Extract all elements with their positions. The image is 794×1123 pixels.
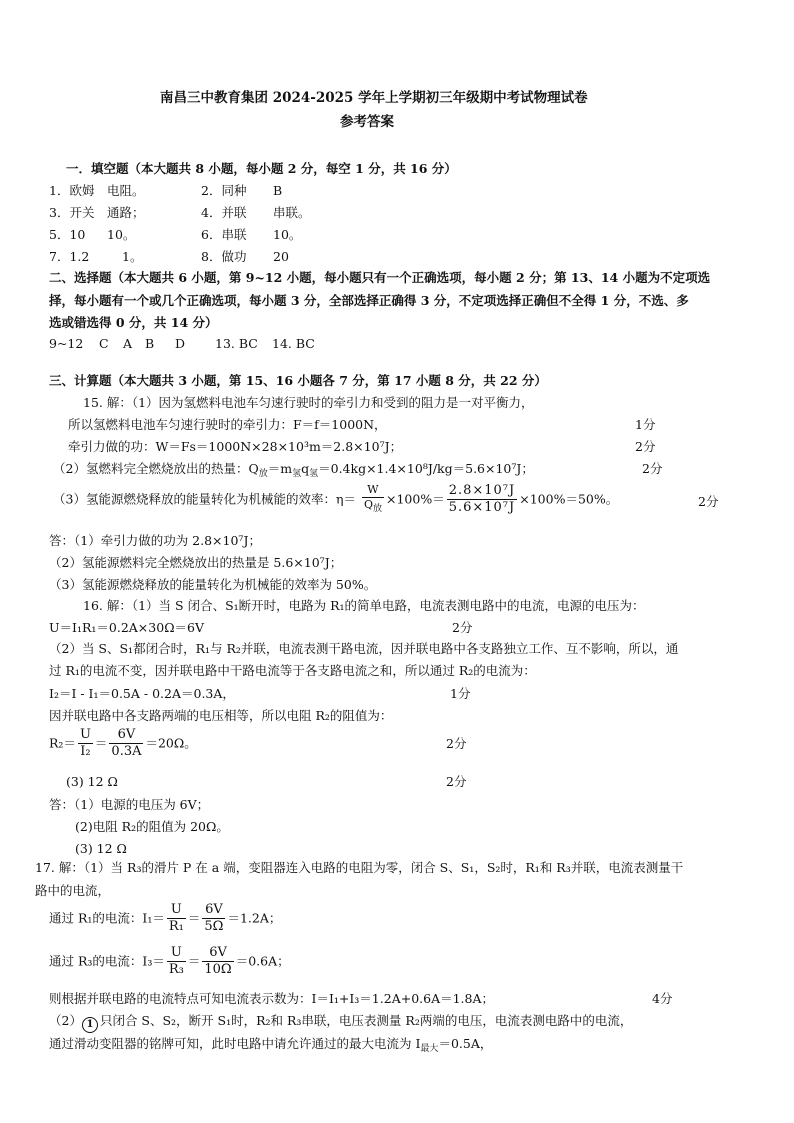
text: Q	[363, 498, 373, 512]
score: 2分	[698, 494, 719, 509]
fraction	[109, 728, 143, 760]
answer-cell: A	[123, 336, 133, 351]
score: 2分	[452, 620, 473, 635]
answer-cell: B	[273, 183, 283, 198]
score: 4分	[652, 991, 673, 1006]
q15-answer: （2）氢能源燃料完全燃烧放出的热量是 5.6×10⁷J；	[49, 555, 343, 570]
fraction	[202, 946, 233, 978]
subscript: 放	[372, 504, 382, 515]
section1-heading: 一．填空题（本大题共 8 小题，每小题 2 分，每空 1 分，共 16 分）	[66, 161, 457, 176]
text: 通过滑动变阻器的铭牌可知，此时电路中请允许通过的最大电流为 I	[49, 1036, 421, 1051]
denominator: 5Ω	[204, 919, 224, 935]
numerator: U	[78, 728, 93, 744]
score: 1分	[450, 686, 471, 701]
score: 2分	[642, 461, 663, 476]
answer-cell: B	[145, 336, 155, 351]
numerator: W	[362, 484, 384, 498]
q15-line	[53, 463, 534, 479]
q17-line	[49, 1015, 632, 1033]
answer-cell: 1．欧姆	[49, 183, 95, 198]
subscript: 氢	[292, 469, 302, 479]
q16-answer: (3) 12 Ω	[75, 841, 127, 856]
fraction	[167, 903, 186, 935]
circled-number: 1	[82, 1017, 98, 1033]
q16-line: (3) 12 Ω	[66, 774, 118, 789]
score: 1分	[635, 417, 656, 432]
denominator: 0.3A	[111, 744, 142, 760]
text: ＝20Ω。	[145, 735, 197, 751]
subscript: 放	[258, 469, 268, 479]
q16-line: U＝I₁R₁＝0.2A×30Ω＝6V	[49, 620, 205, 635]
q15-answer: 答：（1）牵引力做的功为 2.8×10⁷J；	[49, 533, 261, 548]
fraction	[167, 946, 186, 978]
text: ＝0.6A；	[235, 953, 290, 969]
answer-cell: C	[99, 336, 109, 351]
page-title: 南昌三中教育集团 2024-2025 学年上学期初三年级期中考试物理试卷	[160, 90, 588, 106]
q15-line: 牵引力做的功：W＝Fs＝1000N×28×10³m＝2.8×10⁷J；	[68, 439, 403, 454]
text: ＝	[94, 735, 108, 751]
section2-heading: 二、选择题（本大题共 6 小题，第 9~12 小题，每小题只有一个正确选项，每小题 2 分；第 13、14 小题为不定项选	[49, 270, 711, 285]
answer-cell: 1。	[122, 249, 143, 264]
numerator: 6V	[202, 946, 233, 962]
answer-cell: 5．10	[49, 227, 86, 242]
section2-heading: 择，每小题有一个或几个正确选项，每小题 3 分，全部选择正确得 3 分，不定项选择正确但不全得 1 分，不选、多	[49, 293, 689, 308]
answer-cell: 14. BC	[272, 336, 315, 351]
fraction	[202, 903, 225, 935]
text: （3）氢能源燃烧释放的能量转化为机械能的效率：η＝	[53, 491, 356, 507]
q15-line: 所以氢燃料电池车匀速行驶时的牵引力：F＝f＝1000N，	[68, 417, 387, 432]
q16-line: I₂＝I - I₁＝0.5A - 0.2A＝0.3A，	[49, 686, 235, 701]
text: （2）	[49, 1013, 82, 1028]
numerator: 6V	[202, 903, 225, 919]
q17-current-line	[49, 946, 290, 978]
q16-answer: 答：（1）电源的电压为 6V；	[49, 797, 210, 812]
answer-cell: 20	[273, 249, 289, 264]
numerator: U	[167, 903, 186, 919]
section3-heading: 三、计算题（本大题共 3 小题，第 15、16 小题各 7 分，第 17 小题 8 分，共 22 分）	[49, 373, 547, 388]
text: q	[301, 461, 310, 476]
text: ＝0.5A，	[438, 1036, 493, 1051]
denominator: I₂	[80, 744, 91, 760]
numerator: 2.8×10⁷J	[447, 484, 518, 500]
denominator: 10Ω	[204, 962, 232, 978]
section2-heading: 选或错选得 0 分，共 14 分）	[49, 315, 218, 330]
score: 2分	[446, 736, 467, 751]
q17-line: 路中的电流，	[35, 883, 111, 898]
denominator: 5.6×10⁷J	[448, 500, 516, 516]
answer-cell: D	[175, 336, 186, 351]
denominator: R₁	[168, 919, 184, 935]
s1-answer-row	[49, 207, 311, 220]
q15-answer: （3）氢能源燃烧释放的能量转化为机械能的效率为 50%。	[49, 577, 377, 592]
q16-resistance-line	[49, 728, 197, 760]
q15-line: 15. 解：（1）因为氢燃料电池车匀速行驶时的牵引力和受到的阻力是一对平衡力，	[83, 395, 534, 410]
answer-cell: 8．做功	[201, 249, 247, 264]
numerator: U	[167, 946, 186, 962]
q17-line: 17. 解：（1）当 R₃的滑片 P 在 a 端，变阻器连入电路的电阻为零，闭合 S、S₁，S₂时，R₁和 R₃并联，电流表测量干	[35, 860, 684, 875]
text: 通过 R₃的电流：I₃＝	[49, 953, 165, 969]
answer-cell: 6．串联	[201, 227, 247, 242]
denominator	[362, 498, 384, 515]
text: 通过 R₁的电流：I₁＝	[49, 910, 165, 926]
answer-cell: 串联。	[273, 205, 311, 220]
subscript: 最大	[420, 1044, 439, 1054]
q16-line: （2）当 S、S₁都闭合时，R₁与 R₂并联，电流表测干路电流，因并联电路中各支路独立工作、互不影响，所以，通	[49, 641, 679, 656]
q16-line: 因并联电路中各支路两端的电压相等，所以电阻 R₂的阻值为：	[49, 708, 393, 723]
q16-answer: (2)电阻 R₂的阻值为 20Ω。	[75, 819, 229, 834]
answer-cell: 10。	[273, 227, 302, 242]
q15-efficiency-line	[53, 484, 618, 516]
q17-current-line	[49, 903, 281, 935]
fraction	[362, 484, 384, 515]
score: 2分	[446, 774, 467, 789]
answer-cell: 3．开关	[49, 205, 95, 220]
answer-cell: 4．并联	[201, 205, 247, 220]
text: ×100%＝	[385, 491, 445, 507]
s1-answer-row	[49, 251, 289, 264]
text: （2）氢燃料完全燃烧放出的热量：Q	[53, 461, 259, 476]
text: 只闭合 S、S₂，断开 S₁时，R₂和 R₃串联，电压表测量 R₂两端的电压，电流表测电路中的电流，	[99, 1013, 633, 1028]
q17-line: 则根据并联电路的电流特点可知电流表示数为：I＝I₁+I₃＝1.2A+0.6A＝1.8A；	[49, 991, 495, 1006]
text: ＝1.2A；	[227, 910, 282, 926]
text: ＝0.4kg×1.4×10⁸J/kg＝5.6×10⁷J；	[318, 461, 534, 476]
subscript: 氢	[309, 469, 319, 479]
s1-answer-row	[49, 229, 301, 242]
answer-cell: 10。	[107, 227, 136, 242]
fraction	[447, 484, 518, 516]
s1-answer-row	[49, 185, 282, 198]
answer-cell: 9~12	[49, 336, 84, 351]
q17-line	[49, 1038, 492, 1054]
answer-cell: 2．同种	[201, 183, 247, 198]
answer-cell: 13. BC	[215, 336, 258, 351]
answer-cell: 7．1.2	[49, 249, 90, 264]
text: ＝m	[267, 461, 293, 476]
answer-cell: 通路；	[107, 205, 145, 220]
score: 2分	[635, 439, 656, 454]
page-subtitle: 参考答案	[340, 114, 394, 130]
numerator: 6V	[109, 728, 143, 744]
denominator: R₃	[168, 962, 184, 978]
s2-answer-row	[49, 338, 315, 351]
text: ×100%＝50%。	[519, 491, 619, 507]
text: R₂＝	[49, 735, 76, 751]
text: ＝	[187, 953, 201, 969]
text: ＝	[187, 910, 201, 926]
answer-cell: 电阻。	[107, 183, 145, 198]
q16-line: 16. 解：（1）当 S 闭合、S₁断开时，电路为 R₁的简单电路，电流表测电路中的电流，电源的电压为：	[83, 598, 645, 613]
fraction	[78, 728, 93, 760]
q16-line: 过 R₁的电流不变，因并联电路中干路电流等于各支路电流之和，所以通过 R₂的电流为：	[49, 663, 536, 678]
